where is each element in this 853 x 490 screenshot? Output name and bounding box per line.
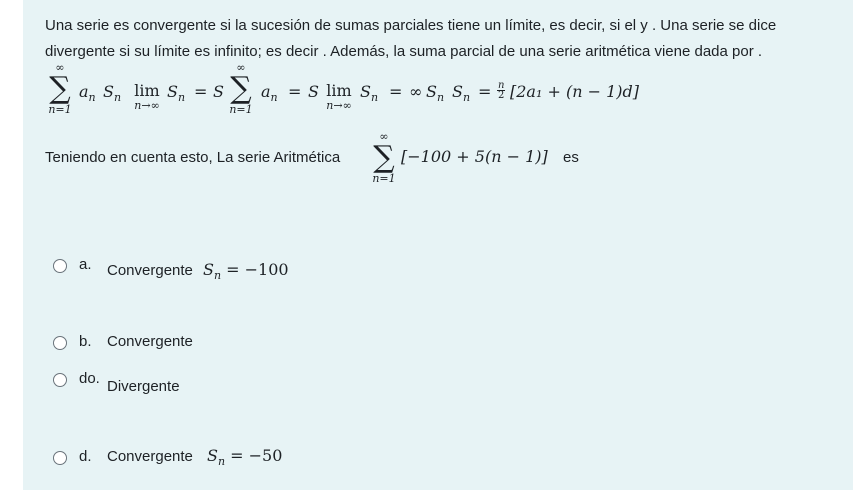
option-b-letter: b. [79, 333, 92, 350]
option-do-letter: do. [79, 370, 100, 387]
option-d[interactable] [53, 448, 313, 470]
option-a[interactable] [53, 256, 313, 283]
series-expression: [−100 + 5(n − 1)] [401, 147, 548, 166]
term-S-n-2: $S_n$ [167, 82, 186, 105]
fraction-n-over-2: $\frac{n}{2}$ [498, 80, 505, 101]
sum-symbol-2: ∞ ∑ n=1 [229, 61, 253, 116]
question-line-1: Una serie es convergente si la sucesión de sumas parciales tiene un límite, es decir, si el y . Una serie se dice [45, 17, 777, 34]
question-line-2: divergente si su límite es infinito; es decir . Además, la suma parcial de una serie aritmética viene dada por . [45, 43, 763, 60]
option-d-letter: d. [79, 448, 92, 465]
arithmetic-sum-expression: [2a₁ + (n − 1)d] [510, 82, 639, 101]
option-a-letter: a. [79, 256, 92, 273]
option-do-text: Divergente [107, 378, 180, 395]
radio-option-do[interactable] [53, 373, 67, 387]
sum-symbol-1: ∞ ∑ n=1 [48, 61, 72, 116]
term-a-n-2: $a_n$ [261, 82, 278, 105]
radio-option-b[interactable] [53, 336, 67, 350]
term-S-n-3: $S_n$ [360, 82, 379, 105]
equals-4: = [478, 82, 492, 101]
question-panel [23, 0, 853, 490]
term-S-n-1: $S_n$ [103, 82, 122, 105]
option-d-math: $S_n = -50$ [207, 446, 283, 469]
radio-option-a[interactable] [53, 259, 67, 273]
question-line-3-end: es [563, 149, 579, 166]
term-a-n-1: $a_n$ [79, 82, 96, 105]
sum-symbol-3: ∞ ∑ n=1 [372, 130, 396, 185]
infinity: ∞ [409, 82, 423, 101]
option-d-text: Convergente [107, 448, 193, 465]
limit-1: lim n→∞ [134, 81, 160, 112]
term-S-2: S [308, 82, 319, 101]
question-line-3: Teniendo en cuenta esto, La serie Aritmética [45, 149, 341, 166]
limit-2: lim n→∞ [326, 81, 352, 112]
option-a-text: Convergente [107, 262, 193, 279]
term-S-1: S [213, 82, 224, 101]
radio-option-d[interactable] [53, 451, 67, 465]
equals-2: = [288, 82, 302, 101]
term-S-n-4: $S_n$ [426, 82, 445, 105]
equals-3: = [389, 82, 403, 101]
term-S-n-5: $S_n$ [452, 82, 471, 105]
option-b[interactable] [53, 333, 213, 355]
option-b-text: Convergente [107, 333, 193, 350]
equals-1: = [194, 82, 208, 101]
option-a-math: $S_n = -100$ [203, 260, 289, 283]
option-do[interactable] [53, 370, 213, 395]
